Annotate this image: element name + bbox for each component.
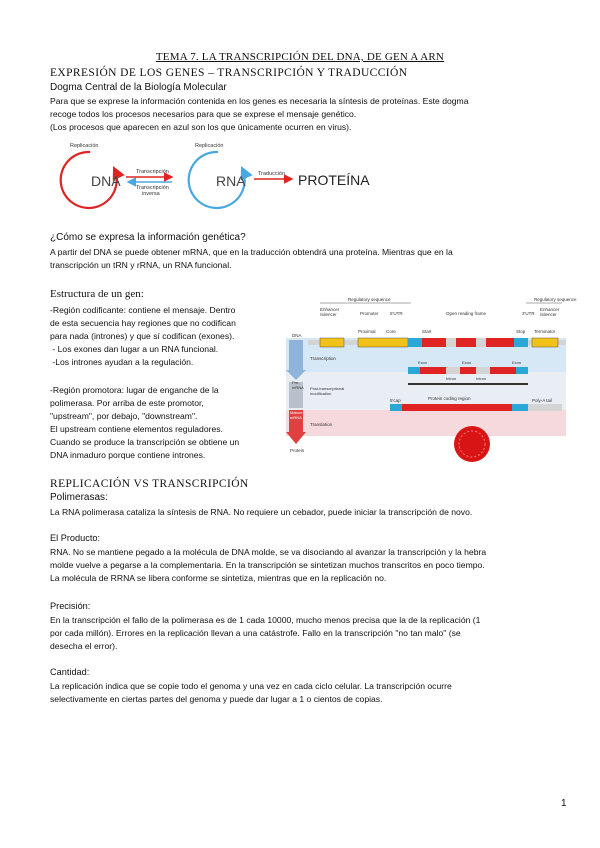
text-line: de esta secuencia hay regiones que no codifican bbox=[50, 318, 236, 328]
mature-polya bbox=[528, 404, 562, 411]
side-arrow-dna bbox=[289, 340, 303, 370]
label-replicacion: Replicación bbox=[70, 143, 99, 149]
text-line: El upstream contiene elementos reguladores. bbox=[50, 424, 223, 434]
label-traduccion: Traducción bbox=[258, 171, 286, 177]
label-transcripcion-inversa: Transcripción bbox=[136, 185, 169, 191]
mature-cap bbox=[390, 404, 402, 411]
label-transcripcion: Transcripción bbox=[136, 169, 169, 175]
section-heading-expresion: EXPRESIÓN DE LOS GENES – TRANSCRIPCIÓN Y TRADUCCIÓN bbox=[50, 67, 408, 79]
paragraph-line: desecha el error). bbox=[50, 641, 118, 651]
label-intron: Intron bbox=[476, 376, 487, 381]
label-promoter: Promoter bbox=[360, 311, 379, 316]
text-line: -Región promotora: lugar de enganche de la bbox=[50, 385, 219, 395]
label-mrna: mRNA bbox=[292, 385, 304, 390]
paragraph-line: RNA. No se mantiene pegado a la molécula de DNA molde, se va disociando al avanzar la transcripción y la hebra bbox=[50, 547, 487, 557]
paragraph-line: molde vuelve a pegarse a la complementaria. En la transcripción se sintetizan muchos transcritos en poco tiempo. bbox=[50, 560, 485, 570]
label-regulatory-right: Regulatory sequence bbox=[534, 297, 577, 302]
subheading-precision: Precisión: bbox=[50, 601, 91, 611]
utr3-box bbox=[514, 338, 528, 347]
enhancer-box bbox=[320, 338, 344, 347]
subheading-producto: El Producto: bbox=[50, 533, 101, 543]
text-line: -Los intrones ayudan a la regulación. bbox=[50, 357, 194, 367]
label-dna-row: DNA bbox=[292, 333, 302, 338]
label-pre: Pre- bbox=[292, 380, 300, 385]
terminator-box bbox=[532, 338, 558, 347]
paragraph-line: En la transcripción el fallo de la polimerasa es de 1 cada 10000, mucho menos precisa que la de la replicación (1 bbox=[50, 615, 481, 625]
premrna-utr5 bbox=[408, 367, 420, 374]
text-line: "upstream", por debajo, "downstream". bbox=[50, 411, 198, 421]
paragraph-line: La RNA polimerasa cataliza la síntesis de RNA. No requiere un cebador, puede iniciar la transcripción de novo. bbox=[50, 507, 473, 517]
label-silencer: /silencer bbox=[320, 312, 337, 317]
label-protein: Protein bbox=[290, 448, 305, 453]
label-silencer-right: /silencer bbox=[540, 312, 557, 317]
label-intron: Intron bbox=[446, 376, 457, 381]
subheading-dogma: Dogma Central de la Biología Molecular bbox=[50, 82, 227, 93]
premrna-utr3 bbox=[516, 367, 528, 374]
premrna-intron bbox=[476, 367, 490, 374]
label-rna: RNA bbox=[216, 173, 246, 189]
text-line: -Región codificante: contiene el mensaje. Dentro bbox=[50, 305, 236, 315]
label-exon: Exon bbox=[462, 360, 472, 365]
paragraph-line: por cada millón). Errores en la replicación llevan a una catástrofe. Fallo en la transcripción "no tan malo" (se bbox=[50, 628, 461, 638]
paragraph-line: transcripción un tRN y rRNA, un RNA funcional. bbox=[50, 260, 232, 270]
text-line: - Los exones dan lugar a un RNA funcional. bbox=[50, 344, 219, 354]
label-protein-coding: Protein coding region bbox=[428, 396, 471, 401]
premrna-strand bbox=[408, 367, 528, 374]
label-replicacion-virus: Replicación bbox=[195, 143, 224, 149]
label-start: Start bbox=[422, 329, 432, 334]
label-exon: Exon bbox=[418, 360, 428, 365]
label-exon: Exon bbox=[512, 360, 522, 365]
label-orf: Open reading frame bbox=[446, 311, 487, 316]
paragraph-line: selectivamente en ciertas partes del genoma y puede dar lugar a 1 o cientos de copias. bbox=[50, 694, 383, 704]
label-stop: Stop bbox=[516, 329, 526, 334]
paragraph-line: (Los procesos que aparecen en azul son los que únicamente ocurren en virus). bbox=[50, 122, 352, 132]
label-enhancer-right: Enhancer bbox=[540, 307, 560, 312]
label-5utr: 5'UTR bbox=[390, 311, 403, 316]
subheading-polimerasas: Polimerasas: bbox=[50, 492, 108, 503]
paragraph-line: A partir del DNA se puede obtener mRNA, que en la traducción obtendrá una proteína. Mientras que en la bbox=[50, 247, 453, 257]
promoter-box bbox=[358, 338, 408, 347]
subheading-expresa: ¿Cómo se expresa la información genética? bbox=[50, 232, 246, 243]
label-inversa: inversa bbox=[142, 191, 160, 197]
text-line: polimerasa. Por arriba de este promotor, bbox=[50, 398, 204, 408]
label-mature: Mature bbox=[290, 410, 303, 415]
text-line: DNA inmaduro porque contiene intrones. bbox=[50, 450, 206, 460]
orf-box bbox=[422, 338, 514, 347]
premrna-intron bbox=[446, 367, 460, 374]
label-translation: Translation bbox=[310, 422, 333, 427]
label-3utr: 3'UTR bbox=[522, 311, 535, 316]
central-dogma-diagram bbox=[50, 138, 380, 206]
paragraph-line: La molécula de RRNA se libera conforme se sintetiza, mientras que en la replicación no. bbox=[50, 573, 387, 583]
gene-structure-figure bbox=[286, 292, 577, 472]
label-proximal: Proximal bbox=[358, 329, 376, 334]
label-dna: DNA bbox=[91, 173, 121, 189]
label-5cap: 5'cap bbox=[390, 398, 401, 403]
band-protein bbox=[286, 436, 566, 472]
label-posttranscriptional: Post-transcriptional bbox=[310, 386, 345, 391]
intron-box bbox=[446, 338, 456, 347]
page-title: TEMA 7. LA TRANSCRIPCIÓN DEL DNA, DE GEN A ARN bbox=[155, 51, 445, 63]
label-regulatory-left: Regulatory sequence bbox=[348, 297, 391, 302]
label-enhancer: Enhancer bbox=[320, 307, 340, 312]
mature-utr3 bbox=[512, 404, 528, 411]
page-number: 1 bbox=[561, 798, 567, 809]
label-mature-mrna: mRNA bbox=[290, 415, 302, 420]
section-heading-replicacion-vs-transcripcion: REPLICACIÓN VS TRANSCRIPCIÓN bbox=[50, 478, 249, 490]
text-line: Cuando se produce la transcripción se obtiene un bbox=[50, 437, 240, 447]
intron-box bbox=[476, 338, 486, 347]
subheading-cantidad: Cantidad: bbox=[50, 667, 90, 677]
premrna-line bbox=[408, 383, 528, 385]
utr5-box bbox=[408, 338, 422, 347]
paragraph-line: La replicación indica que se copie todo el genoma y una vez en cada ciclo celular. La transcripción ocurre bbox=[50, 681, 452, 691]
paragraph-line: Para que se exprese la información contenida en los genes es necesaria la síntesis de proteínas. Este dogma bbox=[50, 96, 469, 106]
label-polya: Poly-A tail bbox=[532, 398, 553, 403]
label-modification: modification bbox=[310, 391, 332, 396]
label-terminator: Terminator bbox=[534, 329, 556, 334]
subheading-estructura-gen: Estructura de un gen: bbox=[50, 288, 144, 300]
label-proteina: PROTEÍNA bbox=[298, 172, 370, 188]
paragraph-line: recoge todos los procesos necesarios para que se exprese el mensaje genético. bbox=[50, 109, 357, 119]
label-core: Core bbox=[386, 329, 396, 334]
label-transcription: Transcription bbox=[310, 356, 336, 361]
text-line: para nada (intrones) y que sí codifican (exones). bbox=[50, 331, 235, 341]
